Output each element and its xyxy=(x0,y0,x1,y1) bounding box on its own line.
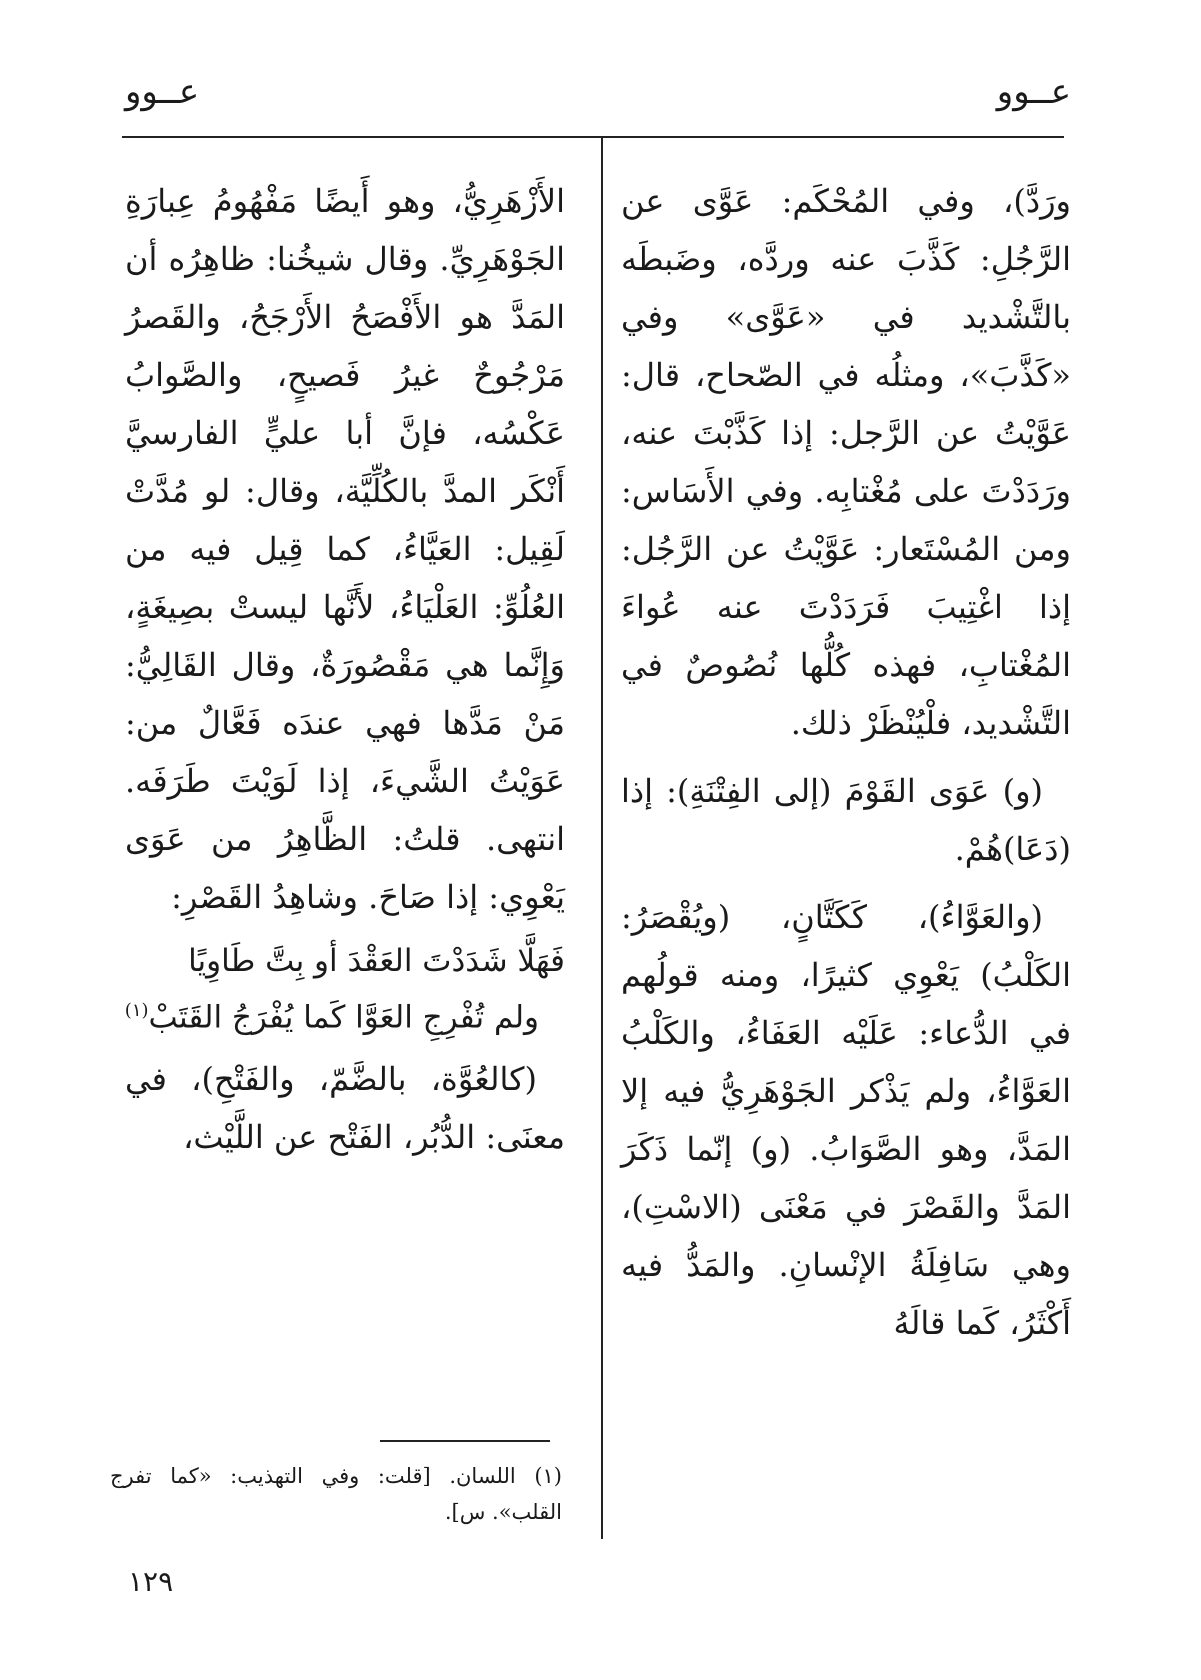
verse-line-2-text: ولم تُفْرِجِ العَوَّا كَما يُفْرَجُ القَتَبْ xyxy=(148,999,539,1036)
running-header-left: عــوو xyxy=(125,72,200,112)
right-paragraph-1: ورَدَّ)، وفي المُحْكَم: عَوَّى عن الرَّجُلِ: كَذَّبَ عنه وردَّه، وضَبطَه بالتَّشْديد في «عَوَّى» وفي «كَذَّبَ»، ومثلُه في الصّحاح، قال: عَوَّيْتُ عن الرَّجل: إذا كَذَّبْتَ عنه، ورَدَدْتَ على مُغْتابِه. وفي الأَسَاس: ومن المُسْتَعار: عَوَّيْتُ عن الرَّجُل: إذا اغْتِيبَ فَرَدَدْتَ عنه عُواءَ المُغْتابِ، فهذه كُلُّها نُصُوصٌ في التَّشْديد، فلْيُنْظَرْ ذلك. xyxy=(621,182,1071,742)
left-paragraph-1: الأَزْهَرِيُّ، وهو أَيضًا مَفْهُومُ عِبارَةِ الجَوْهَرِيِّ. وقال شيخُنا: ظاهِرُه أن المَدَّ هو الأَفْصَحُ الأَرْجَحُ، والقَصرُ مَرْجُوحٌ غيرُ فَصيحٍ، والصَّوابُ عَكْسُه، فإنَّ أبا عليٍّ الفارسيَّ أَنْكَر المدَّ بالكُلِّيَّة، وقال: لو مُدَّتْ لَقِيل: العَيَّاءُ، كما قِيل فيه من العُلُوِّ: العَلْيَاءُ، لأَنَّها ليستْ بصِيغَةٍ، وَإِنَّما هي مَقْصُورَةٌ، وقال القَالِيُّ: مَنْ مَدَّها فهي عندَه فَعَّالٌ من: عَوَيْتُ الشَّيءَ، إذا لَوَيْتَ طَرَفَه. انتهى. قلتُ: الظَّاهِرُ من عَوَى يَعْوِي: إذا صَاحَ. وشاهِدُ القَصْرِ: xyxy=(125,182,565,916)
left-paragraph-2: (كالعُوَّة، بالضَّمّ، والفَتْحِ)، في معنَى: الدُّبُر، الفَتْح عن اللَّيْث، xyxy=(125,1060,565,1157)
column-divider xyxy=(601,137,603,1539)
header-rule xyxy=(122,136,1064,138)
footnote-marker: (١) xyxy=(124,1000,149,1021)
poetry-verse xyxy=(125,936,565,1042)
verse-line-2 xyxy=(125,986,565,1042)
footnote: (١) اللسان. [قلت: وفي التهذيب: «كما تفرج القلب». س]. xyxy=(110,1464,562,1524)
right-column xyxy=(621,172,1071,1352)
footnote-rule xyxy=(380,1440,550,1442)
right-paragraph-3: (والعَوَّاءُ)، كَكَتَّانٍ، (ويُقْصَرُ: الكَلْبُ) يَعْوِي كثيرًا، ومنه قولُهم في الدُّعاء: عَلَيْه العَفَاءُ، والكَلْبُ العَوَّاءُ، ولم يَذْكر الجَوْهَرِيُّ فيه إلا المَدَّ، وهو الصَّوَابُ. (و) إنّما ذَكَرَ المَدَّ والقَصْرَ في مَعْنَى (الاسْتِ)، وهي سَافِلَةُ الإنْسانِ. والمَدُّ فيه أَكْثَرُ، كَما قالَهُ xyxy=(621,898,1071,1342)
verse-line-1: فَهَلَّا شَدَدْتَ العَقْدَ أو بِتَّ طَاوِيًا xyxy=(188,943,565,979)
running-header-right: عــوو xyxy=(996,72,1071,112)
page-number: ١٢٩ xyxy=(128,1565,174,1598)
left-column xyxy=(125,172,565,1166)
right-paragraph-2: (و) عَوَى القَوْمَ (إلى الفِتْنَةِ): إذا (دَعَا)هُمْ. xyxy=(621,772,1071,868)
